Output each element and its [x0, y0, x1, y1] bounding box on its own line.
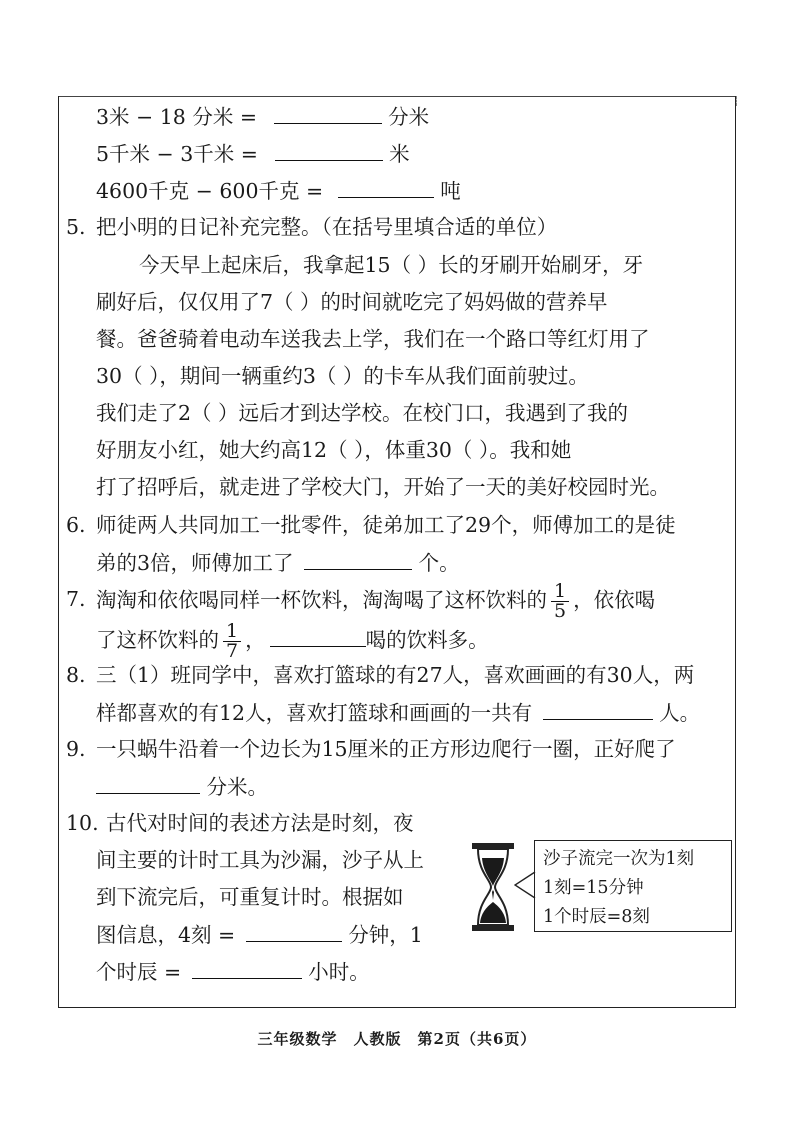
q5-prompt: 把小明的日记补充完整。（在括号里填合适的单位） [96, 215, 558, 239]
q7-number: 7. [66, 587, 86, 611]
q10-line-3: 到下流完后，可重复计时。根据如 [96, 885, 404, 909]
answer-blank[interactable] [338, 175, 434, 198]
q5-number: 5. [66, 215, 86, 239]
info-line-2: 1刻=15分钟 [543, 878, 644, 898]
q8-number: 8. [66, 663, 86, 687]
info-line-3: 1个时辰=8刻 [543, 907, 650, 927]
answer-blank[interactable] [274, 101, 382, 124]
page-footer: 三年级数学 人教版 第2页（共6页） [257, 1030, 537, 1048]
q5-line-7: 打了招呼后，就走进了学校大门，开始了一天的美好校园时光。 [96, 475, 670, 499]
q7-line-2: 了这杯饮料的 $\frac{1}{7}$ ， 喝的饮料多。 [96, 620, 489, 662]
q5-line-5: 我们走了2（ ）远后才到达学校。在校门口，我遇到了我的 [96, 401, 629, 425]
q5-line-6: 好朋友小红，她大约高12（ ），体重30（ ）。我和她 [96, 438, 572, 462]
answer-blank[interactable] [192, 956, 302, 979]
q10-line-4: 图信息，4刻 = 分钟，1 [96, 919, 423, 950]
q6-number: 6. [66, 513, 86, 537]
q7-line-1: 淘淘和依依喝同样一杯饮料，淘淘喝了这杯饮料的 $\frac{1}{5}$ ，依依喝 [96, 580, 656, 622]
q6-line-2: 弟的3倍，师傅加工了 个。 [96, 547, 460, 578]
conversion-2: 5千米 − 3千米 = 米 [96, 138, 410, 169]
q5-line-4: 30（ ），期间一辆重约3（ ）的卡车从我们面前驶过。 [96, 364, 589, 388]
fraction-one-seventh: $\frac{1}{7}$ [223, 622, 241, 661]
q10-line-1: 古代对时间的表述方法是时刻，夜 [106, 811, 414, 835]
q8-line-2: 样都喜欢的有12人，喜欢打篮球和画画的一共有 人。 [96, 697, 700, 728]
q10-line-2: 间主要的计时工具为沙漏，沙子从上 [96, 848, 424, 872]
q9-number: 9. [66, 737, 86, 761]
callout-pointer [514, 870, 536, 900]
q9-line-2: 分米。 [96, 771, 268, 802]
q10-line-5: 个时辰 = 小时。 [96, 956, 370, 987]
q6-line-1: 师徒两人共同加工一批零件，徒弟加工了29个，师傅加工的是徒 [96, 513, 676, 537]
info-line-1: 沙子流完一次为1刻 [543, 849, 695, 869]
hourglass-info-box [534, 840, 732, 932]
q9-line-1: 一只蜗牛沿着一个边长为15厘米的正方形边爬行一圈，正好爬了 [96, 737, 676, 761]
conversion-1: 3米 − 18 分米 = 分米 [96, 101, 429, 132]
answer-blank[interactable] [304, 547, 412, 570]
q5-line-2: 刷好后，仅仅用了7（ ）的时间就吃完了妈妈做的营养早 [96, 290, 608, 314]
q5-line-3: 餐。爸爸骑着电动车送我去上学，我们在一个路口等红灯用了 [96, 327, 650, 351]
q8-line-1: 三（1）班同学中，喜欢打篮球的有27人，喜欢画画的有30人，两 [96, 663, 695, 687]
edge-mark [736, 96, 741, 106]
answer-blank[interactable] [246, 919, 342, 942]
answer-blank[interactable] [96, 771, 200, 794]
answer-blank[interactable] [543, 697, 653, 720]
conversion-3: 4600千克 − 600千克 = 吨 [96, 175, 461, 206]
hourglass-icon [470, 842, 516, 932]
answer-blank[interactable] [270, 624, 366, 647]
q10-number: 10. [66, 811, 99, 835]
answer-blank[interactable] [275, 138, 383, 161]
q5-line-1: 今天早上起床后，我拿起15（ ）长的牙刷开始刷牙，牙 [139, 253, 644, 277]
fraction-one-fifth: $\frac{1}{5}$ [551, 582, 569, 621]
